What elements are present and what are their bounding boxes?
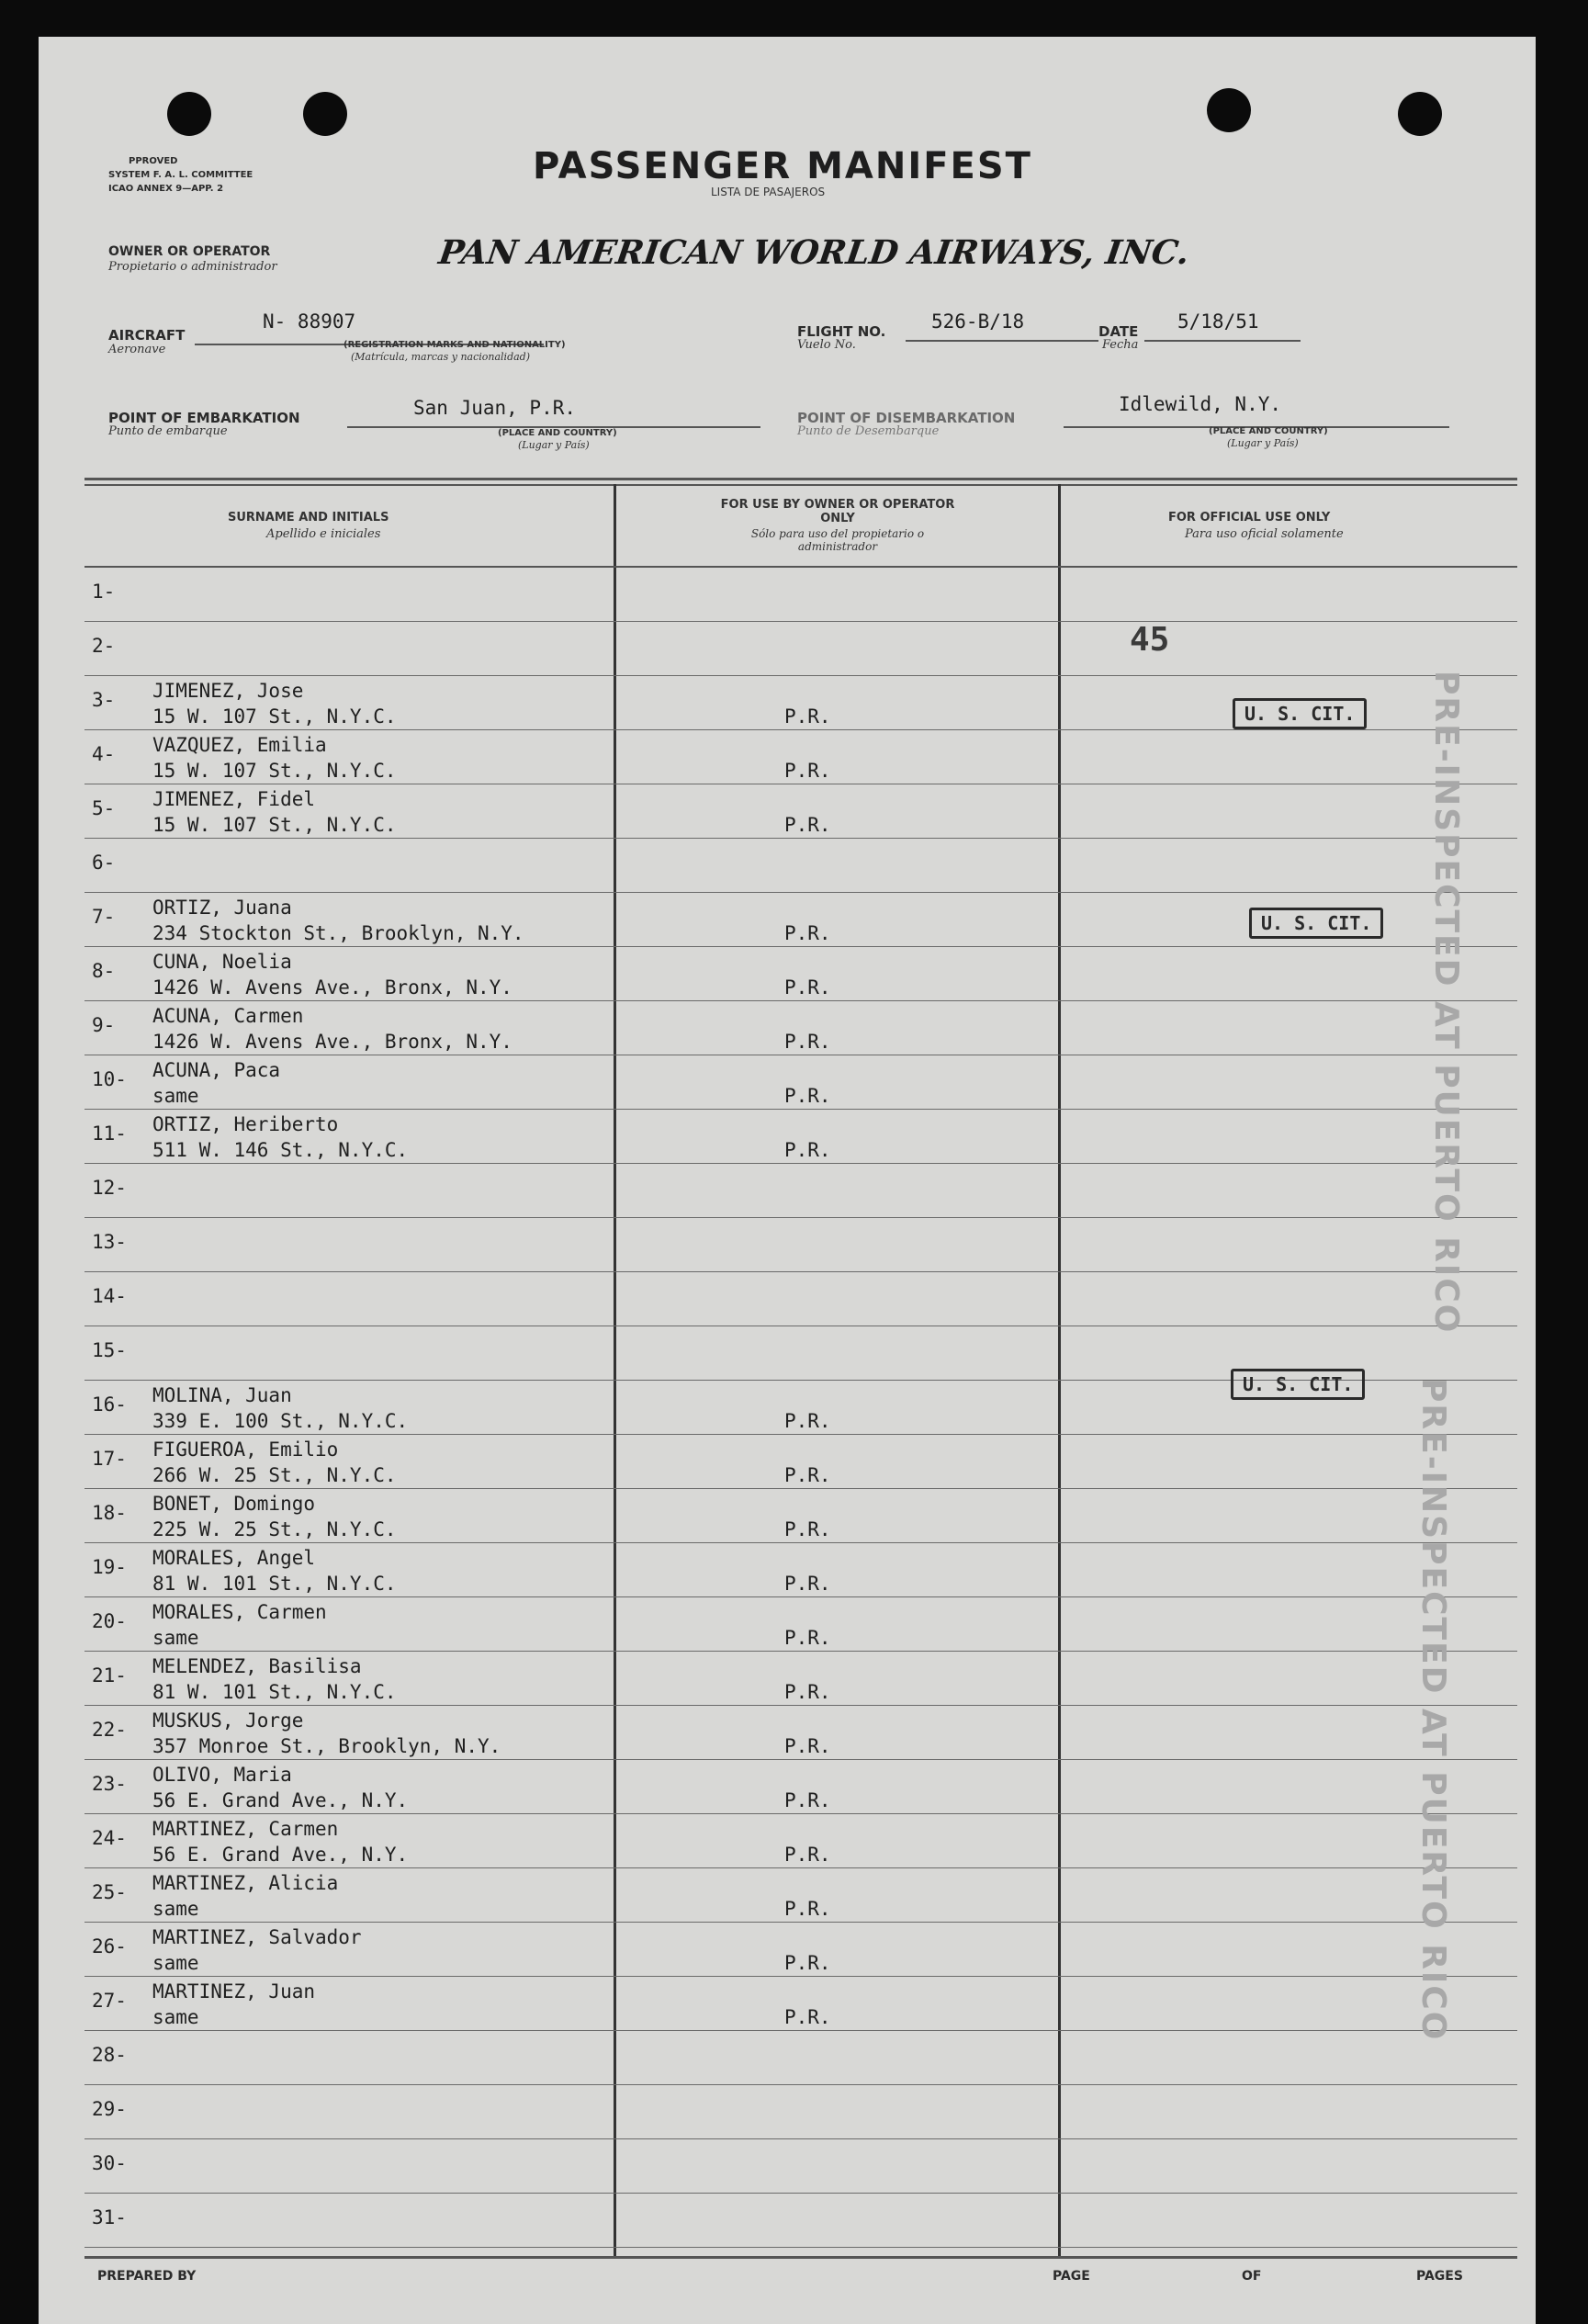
embark-value: San Juan, P.R. [413, 397, 577, 419]
passenger-address: same [152, 2006, 199, 2028]
passenger-name: ACUNA, Paca [152, 1059, 281, 1081]
passenger-name: MOLINA, Juan [152, 1384, 292, 1406]
row-separator [84, 892, 1517, 893]
column-divider-2 [1058, 484, 1061, 2257]
passenger-address: same [152, 1627, 199, 1649]
col2-head-es: Sólo para uso del propietario o administrador [750, 527, 925, 553]
passenger-name: BONET, Domingo [152, 1493, 316, 1515]
footer-page: PAGE [1053, 2269, 1090, 2284]
row-number: 15- [92, 1339, 127, 1361]
disembark-value: Idlewild, N.Y. [1119, 393, 1282, 415]
table-top-rule [84, 478, 1517, 480]
passenger-address: 1426 W. Avens Ave., Bronx, N.Y. [152, 976, 512, 998]
passenger-address: same [152, 1898, 199, 1920]
footer-rule [84, 2256, 1517, 2259]
row-number: 30- [92, 2152, 127, 2174]
col2-head: FOR USE BY OWNER OR OPERATOR ONLY [720, 498, 955, 525]
operator-entry: P.R. [784, 814, 831, 836]
punch-hole-right-2 [1398, 92, 1442, 136]
passenger-name: OLIVO, Maria [152, 1764, 292, 1786]
page-title-es: LISTA DE PASAJEROS [711, 186, 826, 198]
row-number: 24- [92, 1827, 127, 1849]
row-separator [84, 1217, 1517, 1218]
passenger-address: same [152, 1952, 199, 1974]
row-number: 19- [92, 1556, 127, 1578]
operator-entry: P.R. [784, 2006, 831, 2028]
table-top-rule-2 [84, 484, 1517, 486]
col1-head-es: Apellido e iniciales [266, 527, 381, 541]
us-citizen-stamp-1: U. S. CIT. [1233, 698, 1367, 729]
passenger-name: FIGUEROA, Emilio [152, 1438, 339, 1461]
embark-sub: (PLACE AND COUNTRY) [498, 428, 617, 438]
col3-head-es: Para uso oficial solamente [1185, 527, 1344, 541]
col3-head: FOR OFFICIAL USE ONLY [1168, 511, 1331, 525]
approval-line-3: ICAO ANNEX 9—APP. 2 [108, 184, 224, 194]
row-number: 9- [92, 1014, 116, 1036]
passenger-address: 15 W. 107 St., N.Y.C. [152, 705, 397, 728]
row-number: 17- [92, 1448, 127, 1470]
row-number: 10- [92, 1068, 127, 1090]
row-separator [84, 2030, 1517, 2031]
operator-entry: P.R. [784, 1085, 831, 1107]
column-divider-1 [614, 484, 616, 2257]
passenger-address: 81 W. 101 St., N.Y.C. [152, 1573, 397, 1595]
passenger-address: 15 W. 107 St., N.Y.C. [152, 814, 397, 836]
operator-entry: P.R. [784, 1573, 831, 1595]
passenger-name: MARTINEZ, Salvador [152, 1926, 362, 1948]
row-number: 6- [92, 852, 116, 874]
passenger-address: 56 E. Grand Ave., N.Y. [152, 1844, 409, 1866]
row-separator [84, 675, 1517, 676]
disembark-label-es: Punto de Desembarque [797, 424, 940, 438]
row-separator [84, 1163, 1517, 1164]
header-bottom-rule [84, 566, 1517, 568]
operator-entry: P.R. [784, 1735, 831, 1757]
row-separator [84, 729, 1517, 730]
flight-value: 526-B/18 [931, 310, 1025, 333]
operator-entry: P.R. [784, 976, 831, 998]
row-number: 3- [92, 689, 116, 711]
row-number: 27- [92, 1990, 127, 2012]
row-number: 20- [92, 1610, 127, 1632]
row-number: 21- [92, 1664, 127, 1687]
operator-entry: P.R. [784, 1898, 831, 1920]
row-separator [84, 838, 1517, 839]
row-separator [84, 1434, 1517, 1435]
passenger-name: MORALES, Angel [152, 1547, 316, 1569]
row-separator [84, 2247, 1517, 2248]
row-separator [84, 1488, 1517, 1489]
aircraft-sub: (REGISTRATION MARKS AND NATIONALITY) [344, 340, 566, 350]
row-number: 2- [92, 635, 116, 657]
owner-name: PAN AMERICAN WORLD AIRWAYS, INC. [436, 233, 1192, 272]
row-separator [84, 1922, 1517, 1923]
passenger-name: MORALES, Carmen [152, 1601, 327, 1623]
disembark-sub: (PLACE AND COUNTRY) [1209, 426, 1328, 436]
row-separator [84, 1596, 1517, 1597]
row-separator [84, 946, 1517, 947]
row-number: 12- [92, 1177, 127, 1199]
manifest-sheet [39, 37, 1536, 2324]
footer-of: OF [1242, 2269, 1262, 2284]
row-number: 31- [92, 2206, 127, 2228]
operator-entry: P.R. [784, 760, 831, 782]
passenger-address: 56 E. Grand Ave., N.Y. [152, 1789, 409, 1811]
row-separator [84, 2138, 1517, 2139]
row-number: 22- [92, 1719, 127, 1741]
aircraft-sub-es: (Matrícula, marcas y nacionalidad) [351, 351, 530, 363]
row-separator [84, 621, 1517, 622]
row-separator [84, 2193, 1517, 2194]
approval-line-1: PPROVED [129, 156, 178, 166]
passenger-address: same [152, 1085, 199, 1107]
row-number: 14- [92, 1285, 127, 1307]
row-separator [84, 1651, 1517, 1652]
row-number: 7- [92, 906, 116, 928]
aircraft-label: AIRCRAFT [108, 327, 186, 344]
passenger-address: 339 E. 100 St., N.Y.C. [152, 1410, 409, 1432]
approval-line-2: SYSTEM F. A. L. COMMITTEE [108, 170, 253, 180]
embark-sub-es: (Lugar y País) [518, 439, 590, 451]
passenger-name: JIMENEZ, Jose [152, 680, 304, 702]
operator-entry: P.R. [784, 1844, 831, 1866]
passenger-address: 225 W. 25 St., N.Y.C. [152, 1518, 397, 1540]
row-separator [84, 1000, 1517, 1001]
row-separator [84, 1867, 1517, 1868]
passenger-address: 511 W. 146 St., N.Y.C. [152, 1139, 409, 1161]
passenger-name: ACUNA, Carmen [152, 1005, 304, 1027]
punch-hole-right-1 [1207, 88, 1251, 132]
passenger-name: JIMENEZ, Fidel [152, 788, 316, 810]
row-number: 11- [92, 1123, 127, 1145]
passenger-name: MARTINEZ, Carmen [152, 1818, 339, 1840]
us-citizen-stamp-3: U. S. CIT. [1231, 1369, 1365, 1400]
row-number: 8- [92, 960, 116, 982]
operator-entry: P.R. [784, 1464, 831, 1486]
operator-entry: P.R. [784, 1139, 831, 1161]
passenger-address: 266 W. 25 St., N.Y.C. [152, 1464, 397, 1486]
date-label-es: Fecha [1102, 338, 1139, 352]
passenger-address: 357 Monroe St., Brooklyn, N.Y. [152, 1735, 501, 1757]
operator-entry: P.R. [784, 1410, 831, 1432]
passenger-name: ORTIZ, Juana [152, 897, 292, 919]
embark-label: POINT OF EMBARKATION [108, 410, 300, 426]
passenger-name: VAZQUEZ, Emilia [152, 734, 327, 756]
footer-prepared-by: PREPARED BY [97, 2269, 197, 2284]
passenger-address: 15 W. 107 St., N.Y.C. [152, 760, 397, 782]
owner-label: OWNER OR OPERATOR [108, 244, 271, 259]
flight-label-es: Vuelo No. [797, 338, 856, 352]
official-note: 45 [1130, 621, 1170, 659]
row-number: 16- [92, 1393, 127, 1416]
punch-hole-left-2 [303, 92, 347, 136]
row-separator [84, 2084, 1517, 2085]
operator-entry: P.R. [784, 1627, 831, 1649]
punch-hole-left-1 [167, 92, 211, 136]
pre-inspected-stamp-1: PRE-INSPECTED AT PUERTO RICO [1427, 671, 1465, 1335]
row-separator [84, 1705, 1517, 1706]
passenger-name: MUSKUS, Jorge [152, 1709, 304, 1732]
passenger-name: MELENDEZ, Basilisa [152, 1655, 362, 1677]
owner-label-es: Propietario o administrador [108, 260, 277, 274]
col1-head: SURNAME AND INITIALS [228, 511, 389, 525]
date-value: 5/18/51 [1177, 310, 1259, 333]
row-separator [84, 1813, 1517, 1814]
passenger-address: 234 Stockton St., Brooklyn, N.Y. [152, 922, 524, 944]
passenger-name: MARTINEZ, Juan [152, 1980, 316, 2002]
operator-entry: P.R. [784, 1952, 831, 1974]
row-number: 25- [92, 1881, 127, 1903]
row-number: 1- [92, 581, 116, 603]
row-number: 28- [92, 2044, 127, 2066]
date-line [1144, 340, 1301, 342]
aircraft-label-es: Aeronave [108, 343, 166, 356]
passenger-name: MARTINEZ, Alicia [152, 1872, 339, 1894]
operator-entry: P.R. [784, 1681, 831, 1703]
pre-inspected-stamp-2: PRE-INSPECTED AT PUERTO RICO [1414, 1378, 1452, 2042]
row-separator [84, 1759, 1517, 1760]
passenger-address: 1426 W. Avens Ave., Bronx, N.Y. [152, 1031, 512, 1053]
passenger-name: ORTIZ, Heriberto [152, 1113, 339, 1135]
row-number: 23- [92, 1773, 127, 1795]
footer-pages: PAGES [1416, 2269, 1463, 2284]
row-separator [84, 1109, 1517, 1110]
row-separator [84, 1271, 1517, 1272]
date-label: DATE [1098, 323, 1139, 340]
operator-entry: P.R. [784, 705, 831, 728]
row-number: 26- [92, 1935, 127, 1957]
row-separator [84, 1976, 1517, 1977]
page-title: PASSENGER MANIFEST [533, 145, 1032, 187]
row-number: 5- [92, 797, 116, 819]
aircraft-value: N- 88907 [263, 310, 356, 333]
disembark-sub-es: (Lugar y País) [1227, 437, 1299, 449]
row-number: 29- [92, 2098, 127, 2120]
passenger-address: 81 W. 101 St., N.Y.C. [152, 1681, 397, 1703]
operator-entry: P.R. [784, 1031, 831, 1053]
embark-label-es: Punto de embarque [108, 424, 228, 438]
operator-entry: P.R. [784, 1518, 831, 1540]
us-citizen-stamp-2: U. S. CIT. [1249, 908, 1383, 939]
passenger-name: CUNA, Noelia [152, 951, 292, 973]
flight-line [906, 340, 1098, 342]
row-number: 13- [92, 1231, 127, 1253]
disembark-label: POINT OF DISEMBARKATION [797, 410, 1016, 426]
operator-entry: P.R. [784, 922, 831, 944]
row-number: 18- [92, 1502, 127, 1524]
operator-entry: P.R. [784, 1789, 831, 1811]
row-separator [84, 1542, 1517, 1543]
flight-label: FLIGHT NO. [797, 323, 886, 340]
row-number: 4- [92, 743, 116, 765]
